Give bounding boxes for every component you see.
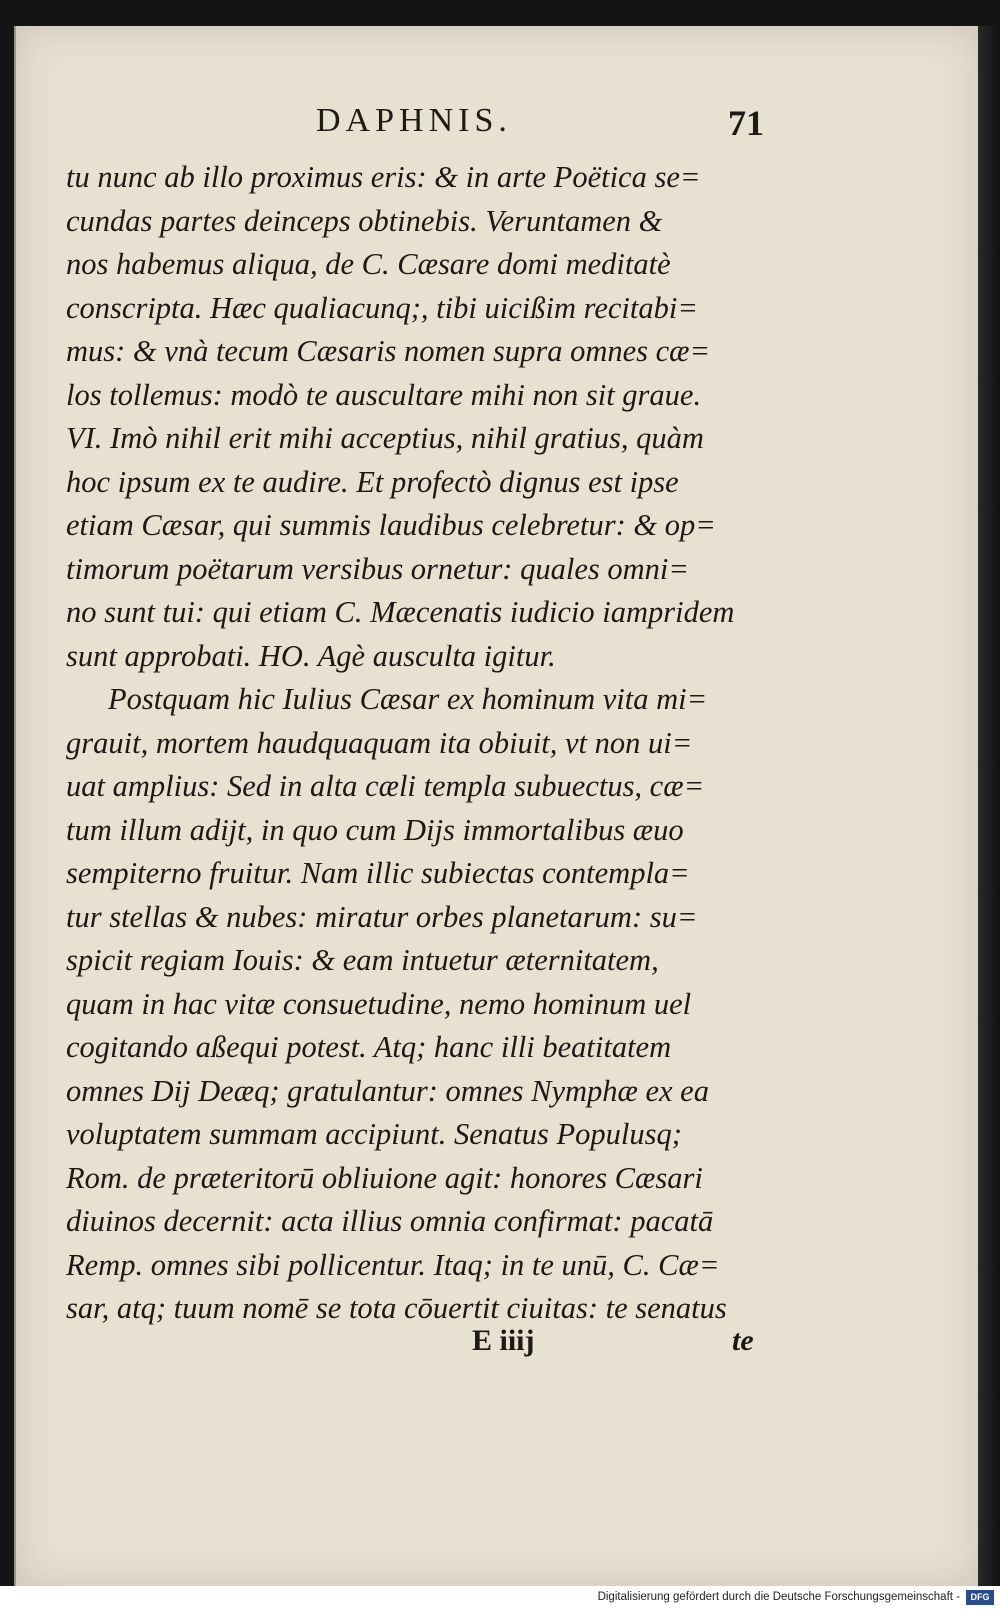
- text-line: uat amplius: Sed in alta cæli templa subuectus, cæ=: [66, 769, 705, 803]
- running-head: DAPHNIS.: [316, 102, 512, 139]
- text-line: tu nunc ab illo proximus eris: & in arte Poëtica se=: [66, 160, 701, 194]
- text-line: diuinos decernit: acta illius omnia confirmat: pacatā: [66, 1204, 714, 1238]
- footer-bar: [0, 1586, 1000, 1611]
- text-line: voluptatem summam accipiunt. Senatus Populusq;: [66, 1117, 682, 1151]
- page-number: 71: [728, 103, 764, 143]
- text-line: Postquam hic Iulius Cæsar ex hominum vita mi=: [108, 682, 708, 716]
- text-line: sar, atq; tuum nomē se tota cōuertit ciuitas: te senatus: [66, 1291, 727, 1325]
- page-edge-shadow: [978, 26, 1000, 1586]
- body-text: [66, 156, 786, 1331]
- text-line: quam in hac vitæ consuetudine, nemo hominum uel: [66, 986, 692, 1021]
- text-line: grauit, mortem haudquaquam ita obiuit, vt non ui=: [66, 725, 693, 760]
- page-header: [16, 80, 980, 143]
- text-line: cogitando aßequi potest. Atq; hanc illi beatitatem: [66, 1030, 672, 1064]
- text-line: hoc ipsum ex te audire. Et profectò dignus est ipse: [66, 464, 679, 499]
- text-line: no sunt tui: qui etiam C. Mæcenatis iudicio iampridem: [66, 595, 735, 629]
- footer-credit: Digitalisierung gefördert durch die Deutsche Forschungsgemeinschaft -: [597, 1591, 960, 1603]
- text-line: sempiterno fruitur. Nam illic subiectas contempla=: [66, 856, 690, 890]
- dfg-logo: DFG: [966, 1590, 994, 1605]
- text-line: tum illum adijt, in quo cum Dijs immortalibus æuo: [66, 812, 684, 847]
- text-line: cundas partes deinceps obtinebis. Veruntamen &: [66, 203, 663, 238]
- text-line: Remp. omnes sibi pollicentur. Itaq; in te unū, C. Cæ=: [66, 1247, 720, 1282]
- text-line: etiam Cæsar, qui summis laudibus celebretur: & op=: [66, 508, 716, 542]
- signature-mark: E iiij: [472, 1324, 535, 1357]
- text-line: spicit regiam Iouis: & eam intuetur æternitatem,: [66, 943, 659, 977]
- text-line: Rom. de præteritorū obliuione agit: honores Cæsari: [66, 1160, 703, 1195]
- book-page: [14, 26, 980, 1586]
- catchword: te: [732, 1324, 754, 1357]
- text-line: tur stellas & nubes: miratur orbes planetarum: su=: [66, 899, 698, 934]
- text-line: sunt approbati. HO. Agè ausculta igitur.: [66, 638, 556, 673]
- text-line: nos habemus aliqua, de C. Cæsare domi meditatè: [66, 247, 671, 281]
- text-line: timorum poëtarum versibus ornetur: quales omni=: [66, 551, 689, 586]
- text-line: omnes Dij Deæq; gratulantur: omnes Nymphæ ex ea: [66, 1073, 709, 1108]
- text-line: conscripta. Hæc qualiacunq;, tibi uicißim recitabi=: [66, 290, 698, 325]
- text-line: mus: & vnà tecum Cæsaris nomen supra omnes cæ=: [66, 334, 711, 368]
- text-line: los tollemus: modò te auscultare mihi non sit graue.: [66, 377, 702, 412]
- signature-line: [16, 1324, 980, 1368]
- text-line: VI. Imò nihil erit mihi acceptius, nihil gratius, quàm: [66, 421, 704, 455]
